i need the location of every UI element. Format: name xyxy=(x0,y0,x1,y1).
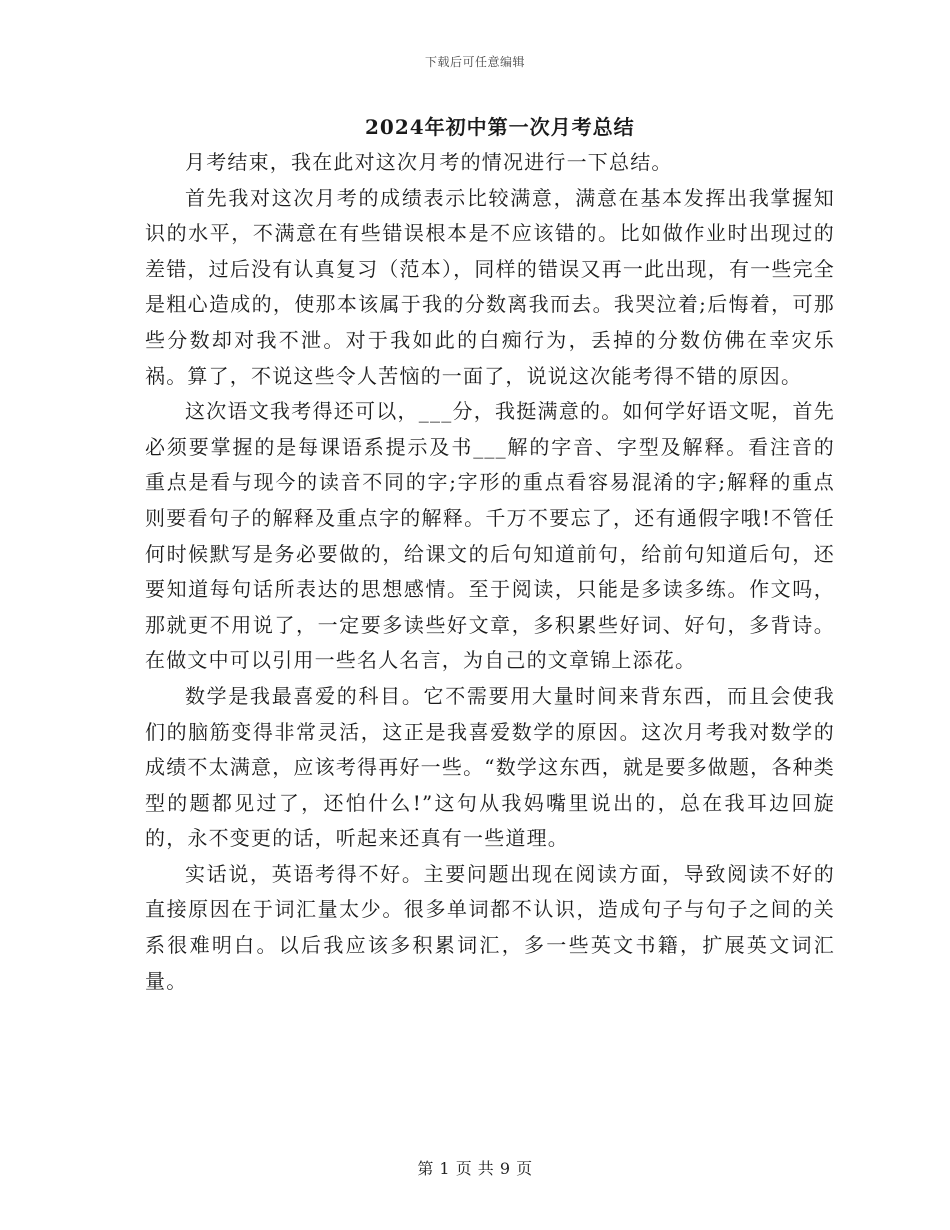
paragraph-intro: 月考结束，我在此对这次月考的情况进行一下总结。 xyxy=(185,150,673,174)
document-body xyxy=(145,145,835,999)
paragraph-chinese: 这次语文我考得还可以，___分，我挺满意的。如何学好语文呢，首先必须要掌握的是每课语系提示及书___解的字音、字型及解释。看注音的重点是看与现今的读音不同的字;字形的重点看容易混淆的字;解释的重点则要看句子的解释及重点字的解释。千万不要忘了，还有通假字哦!不管任何时候默写是务必要做的，给课文的后句知道前句，给前句知道后句，还要知道每句话所表达的思想感情。至于阅读，只能是多读多练。作文吗，那就更不用说了，一定要多读些好文章，多积累些好词、好句，多背诗。在做文中可以引用一些名人名言，为自己的文章锦上添花。 xyxy=(145,399,835,673)
document-title: 2024年初中第一次月考总结 xyxy=(365,115,635,139)
paragraph-english: 实话说，英语考得不好。主要问题出现在阅读方面，导致阅读不好的直接原因在于词汇量太少。很多单词都不认识，造成句子与句子之间的关系很难明白。以后我应该多积累词汇，多一些英文书籍，扩展英文词汇量。 xyxy=(145,861,835,993)
paragraph-overall: 首先我对这次月考的成绩表示比较满意，满意在基本发挥出我掌握知识的水平，不满意在有些错误根本是不应该错的。比如做作业时出现过的差错，过后没有认真复习（范本），同样的错误又再一此出现，有一些完全是粗心造成的，使那本该属于我的分数离我而去。我哭泣着;后悔着，可那些分数却对我不泄。对于我如此的白痴行为，丢掉的分数仿佛在幸灾乐祸。算了，不说这些令人苦恼的一面了，说说这次能考得不错的原因。 xyxy=(145,185,835,388)
title-container xyxy=(0,113,950,141)
header-note: 下载后可任意编辑 xyxy=(424,55,525,69)
paragraph-math: 数学是我最喜爱的科目。它不需要用大量时间来背东西，而且会使我们的脑筋变得非常灵活，这正是我喜爱数学的原因。这次月考我对数学的成绩不太满意，应该考得再好一些。“数学这东西，就是要多做题，各种类型的题都见过了，还怕什么!”这句从我妈嘴里说出的，总在我耳边回旋的，永不变更的话，听起来还真有一些道理。 xyxy=(145,683,835,851)
page-number: 第 1 页 共 9 页 xyxy=(417,1159,533,1178)
